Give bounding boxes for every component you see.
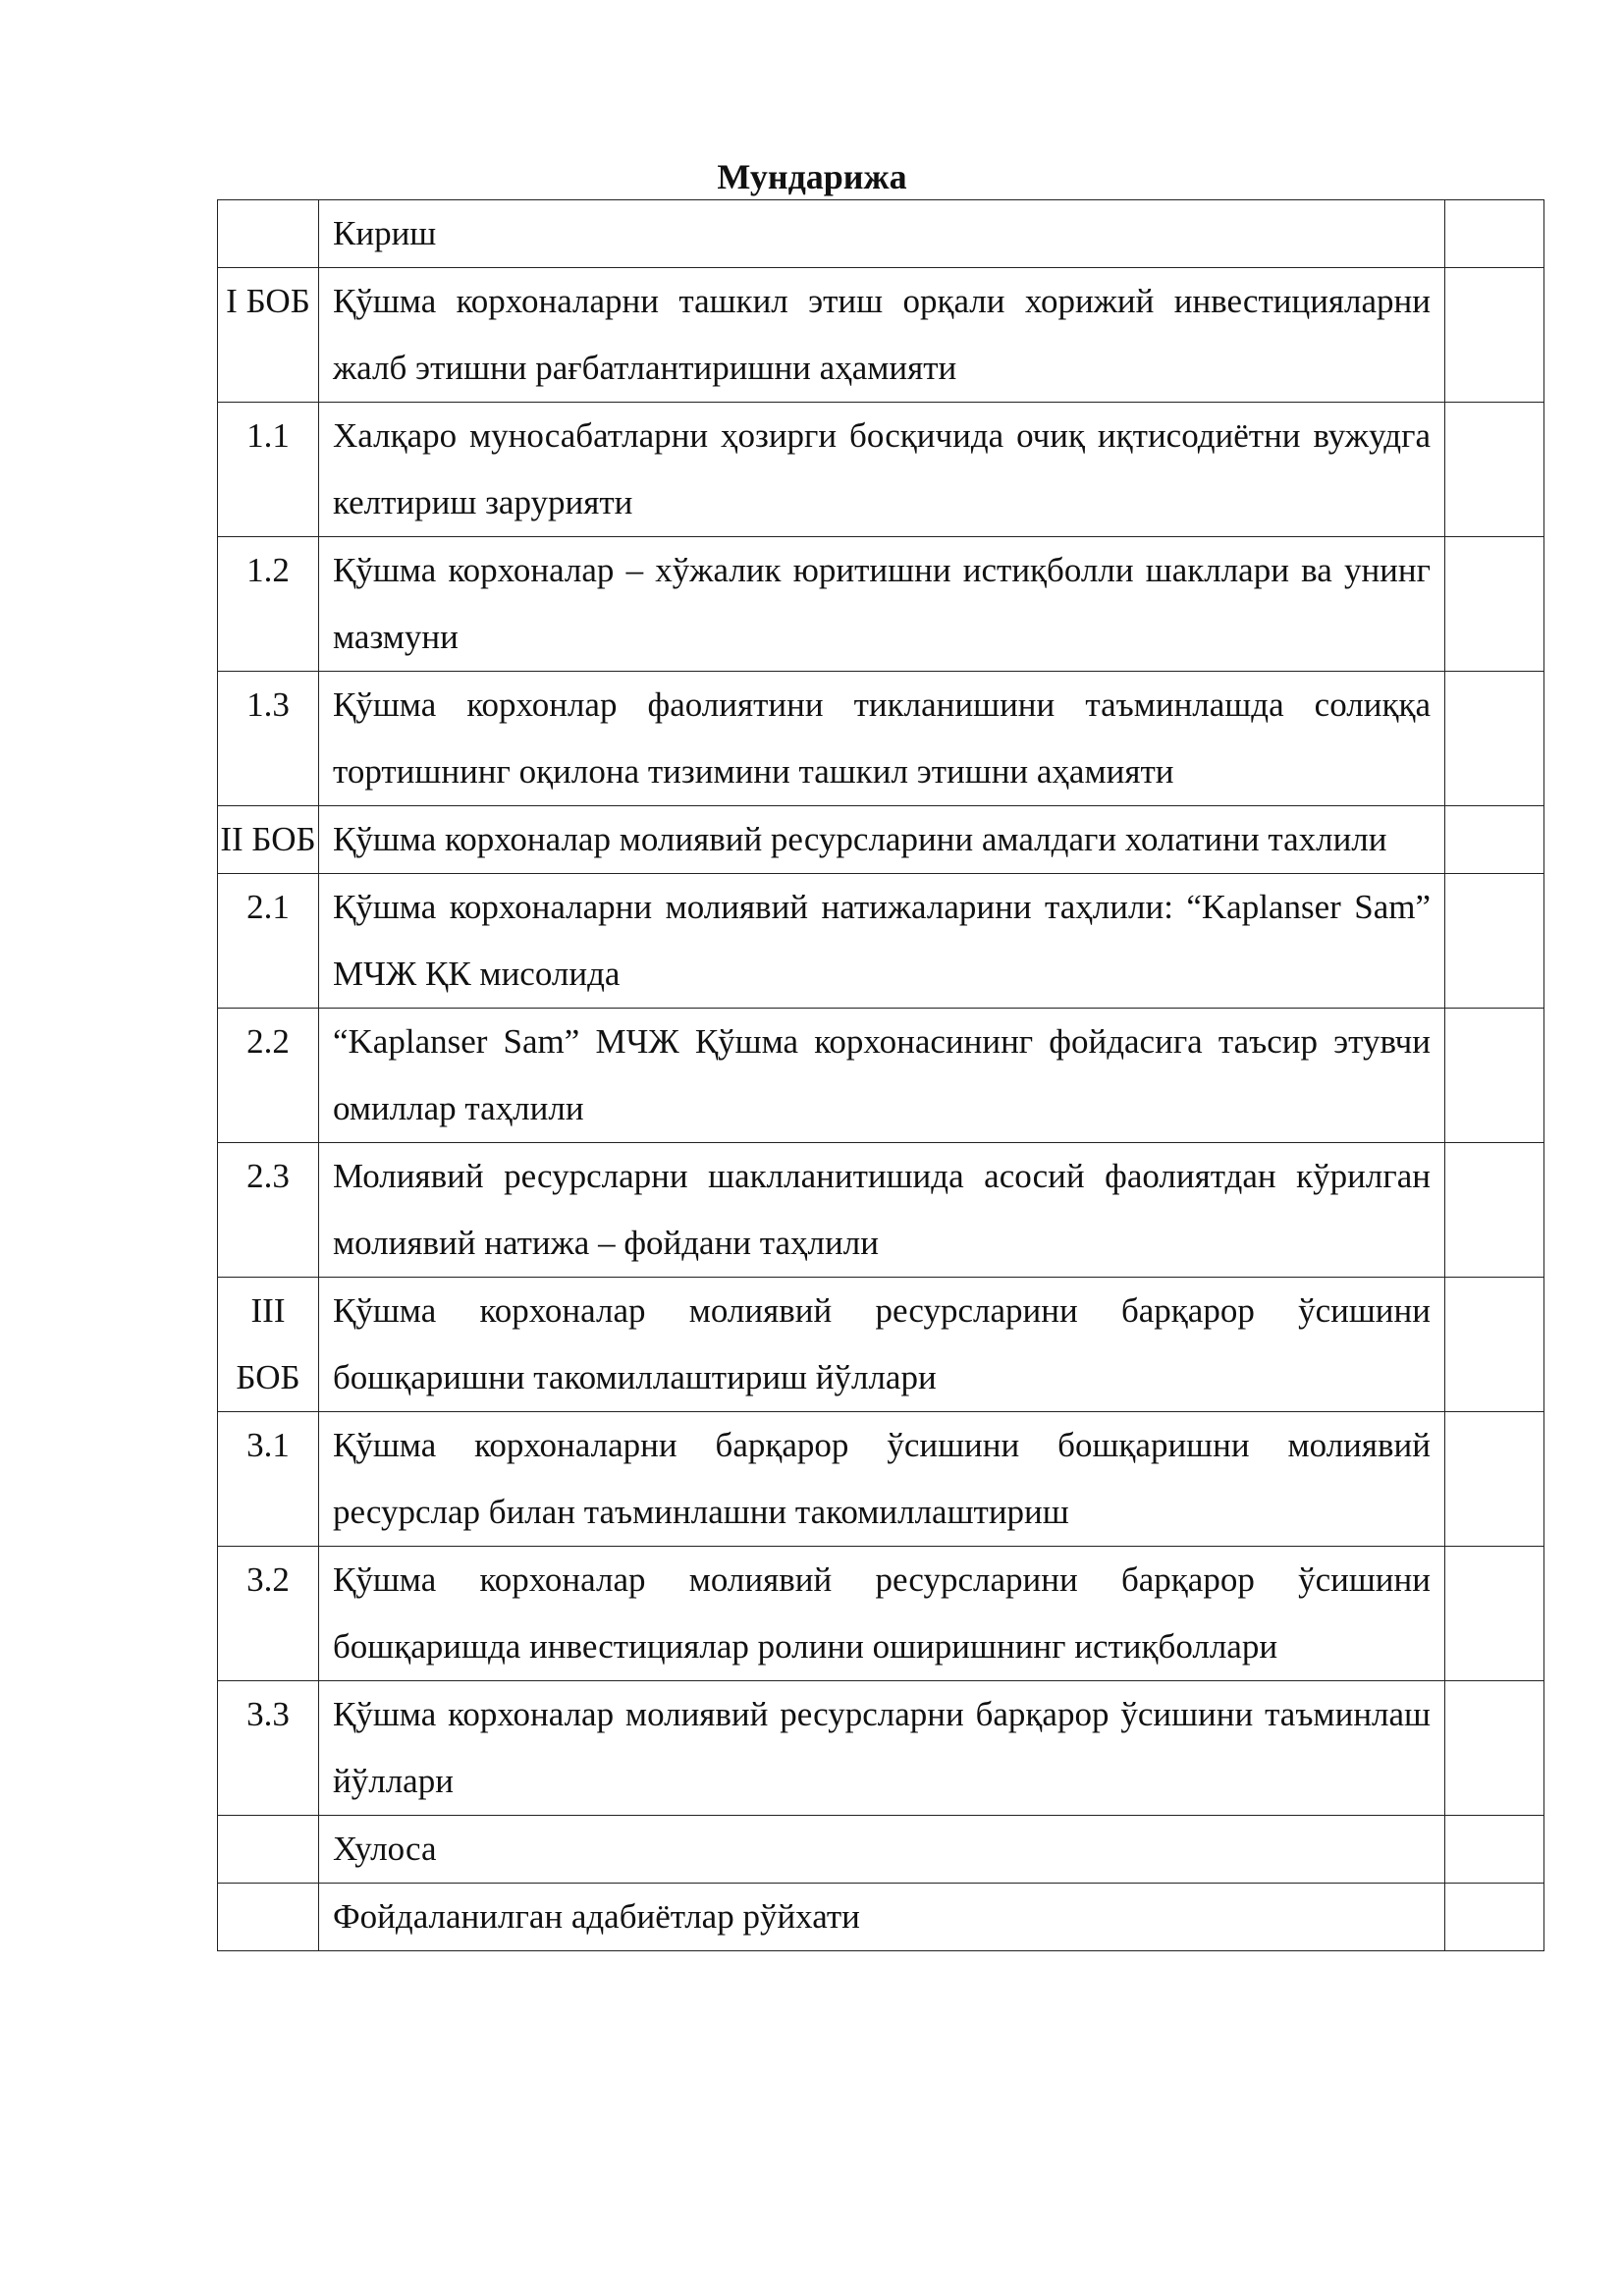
table-row (218, 874, 1544, 1009)
page-number-cell (1445, 1816, 1544, 1884)
section-title: Қўшма корхоналарни молиявий натижаларини таҳлили: “Kaplanser Sam” МЧЖ ҚК мисолида (319, 874, 1445, 1009)
page-number-cell (1445, 1009, 1544, 1143)
section-number (218, 200, 319, 268)
section-number: 3.2 (218, 1547, 319, 1681)
table-row (218, 1143, 1544, 1278)
section-number: II БОБ (218, 806, 319, 874)
table-row (218, 1009, 1544, 1143)
table-row (218, 200, 1544, 268)
page-number-cell (1445, 874, 1544, 1009)
section-number: III БОБ (218, 1278, 319, 1412)
page-number-cell (1445, 200, 1544, 268)
table-row (218, 1884, 1544, 1951)
table-row (218, 1547, 1544, 1681)
table-of-contents (217, 199, 1544, 1951)
section-title: Хулоса (319, 1816, 1445, 1884)
section-title: Қўшма корхоналарни барқарор ўсишини бошқаришни молиявий ресурслар билан таъминлашни такомиллаштириш (319, 1412, 1445, 1547)
page-number-cell (1445, 1547, 1544, 1681)
section-title: “Kaplanser Sam” МЧЖ Қўшма корхонасининг фойдасига таъсир этувчи омиллар таҳлили (319, 1009, 1445, 1143)
section-number: 2.3 (218, 1143, 319, 1278)
page-title: Мундарижа (717, 157, 907, 196)
table-row (218, 1412, 1544, 1547)
section-number: 3.3 (218, 1681, 319, 1816)
section-number: 2.2 (218, 1009, 319, 1143)
section-title: Кириш (319, 200, 1445, 268)
page-number-cell (1445, 403, 1544, 537)
page-number-cell (1445, 1412, 1544, 1547)
page-number-cell (1445, 1143, 1544, 1278)
section-title: Фойдаланилган адабиётлар рўйхати (319, 1884, 1445, 1951)
page-number-cell (1445, 672, 1544, 806)
section-number: 2.1 (218, 874, 319, 1009)
section-number: 3.1 (218, 1412, 319, 1547)
table-row (218, 537, 1544, 672)
table-row (218, 1681, 1544, 1816)
table-row (218, 806, 1544, 874)
table-row (218, 268, 1544, 403)
page-number-cell (1445, 1884, 1544, 1951)
section-title: Қўшма корхоналар – хўжалик юритишни истиқболли шакллари ва унинг мазмуни (319, 537, 1445, 672)
section-number (218, 1884, 319, 1951)
section-title: Молиявий ресурсларни шаклланитишида асосий фаолиятдан кўрилган молиявий натижа – фойдани таҳлили (319, 1143, 1445, 1278)
table-row (218, 1816, 1544, 1884)
section-number: 1.3 (218, 672, 319, 806)
table-row (218, 672, 1544, 806)
section-title: Қўшма корхоналар молиявий ресурсларини барқарор ўсишини бошқаришда инвестициялар ролини оширишнинг истиқболлари (319, 1547, 1445, 1681)
section-title: Халқаро муносабатларни ҳозирги босқичида очиқ иқтисодиётни вужудга келтириш зарурияти (319, 403, 1445, 537)
section-title: Қўшма корхоналар молиявий ресурсларни барқарор ўсишини таъминлаш йўллари (319, 1681, 1445, 1816)
page-number-cell (1445, 806, 1544, 874)
table-row (218, 1278, 1544, 1412)
table-row (218, 403, 1544, 537)
section-number: I БОБ (218, 268, 319, 403)
page-number-cell (1445, 1681, 1544, 1816)
section-title: Қўшма корхоналар молиявий ресурсларини барқарор ўсишини бошқаришни такомиллаштириш йўллари (319, 1278, 1445, 1412)
page-number-cell (1445, 1278, 1544, 1412)
page-number-cell (1445, 268, 1544, 403)
section-title: Қўшма корхоналарни ташкил этиш орқали хорижий инвестицияларни жалб этишни рағбатлантиришни аҳамияти (319, 268, 1445, 403)
section-number: 1.2 (218, 537, 319, 672)
section-title: Қўшма корхонлар фаолиятини тикланишини таъминлашда солиққа тортишнинг оқилона тизимини ташкил этишни аҳамияти (319, 672, 1445, 806)
section-title: Қўшма корхоналар молиявий ресурсларини амалдаги холатини тахлили (319, 806, 1445, 874)
section-number: 1.1 (218, 403, 319, 537)
page-number-cell (1445, 537, 1544, 672)
section-number (218, 1816, 319, 1884)
